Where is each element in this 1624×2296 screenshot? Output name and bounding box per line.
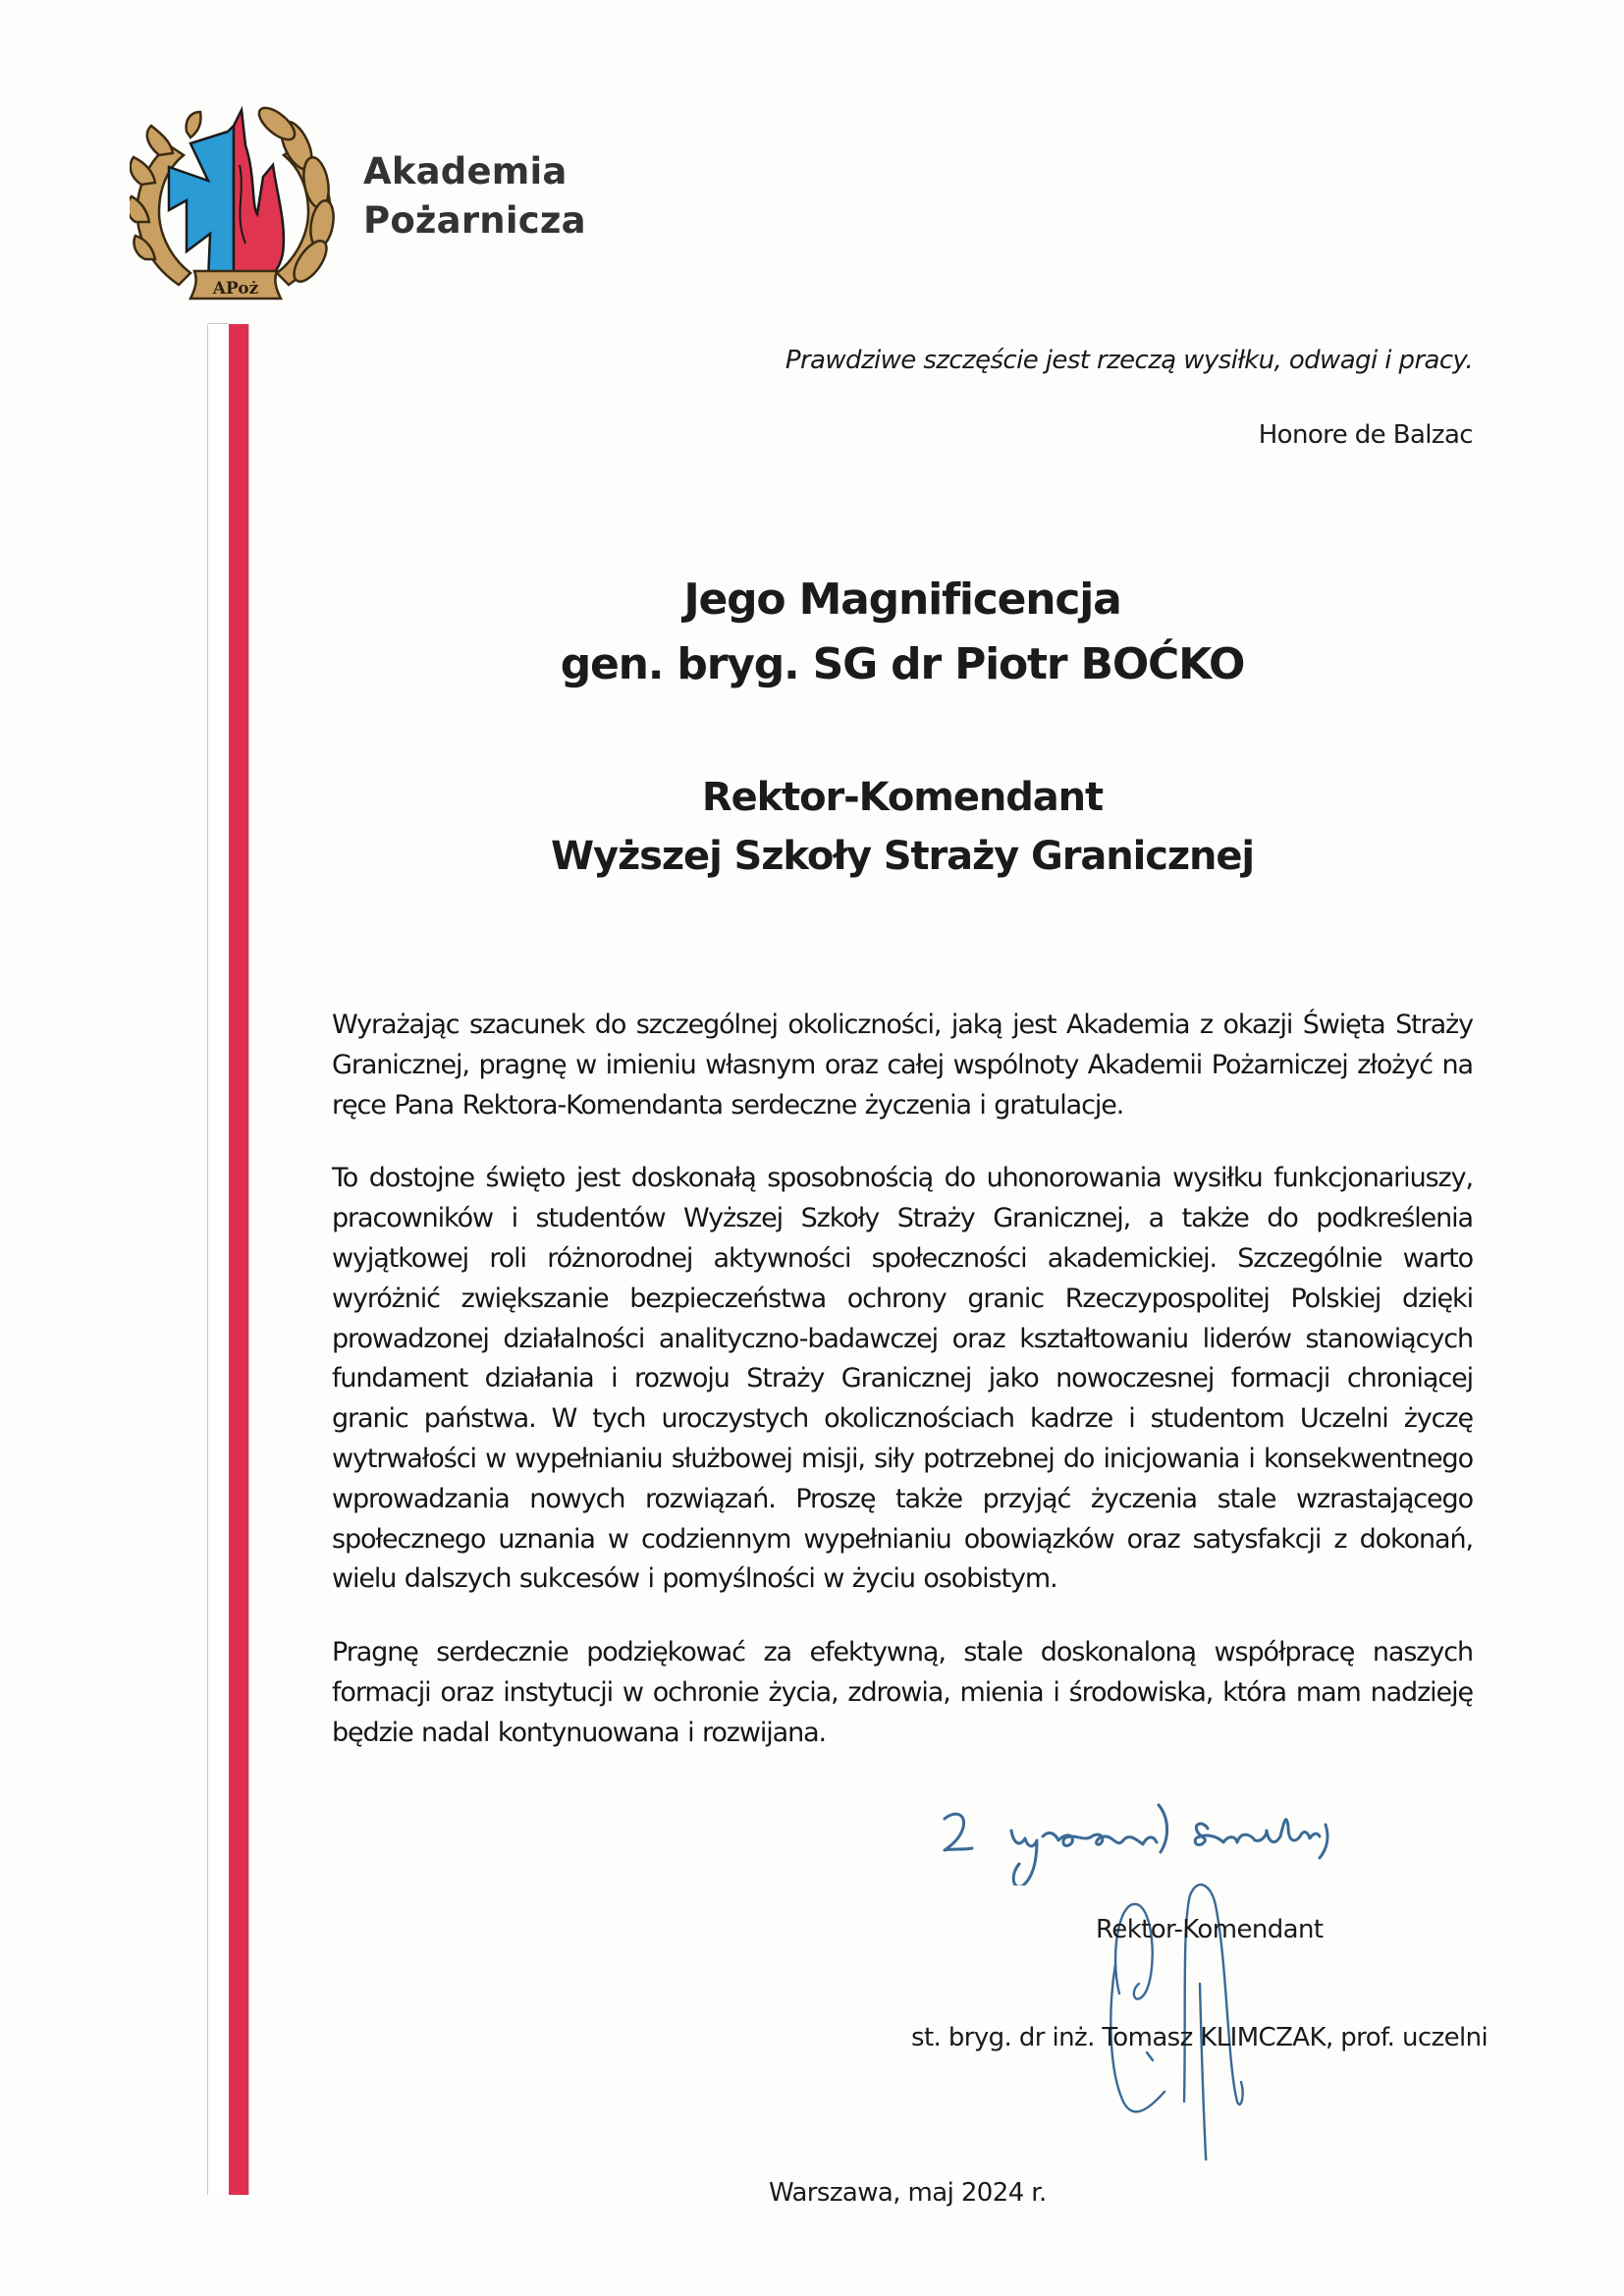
academy-name	[363, 147, 586, 246]
flag-stripe-white	[208, 324, 229, 2195]
recipient-role-block	[332, 768, 1473, 886]
signature-scribble-icon	[1080, 1866, 1276, 2160]
brand-line-1: Akademia	[363, 150, 568, 192]
flag-stripe-red	[229, 324, 248, 2195]
recipient-name: gen. bryg. SG dr Piotr BOĆKO	[560, 639, 1245, 689]
body-paragraph-2: To dostojne święto jest doskonałą sposobnością do uhonorowania wysiłku funkcjonariuszy, pracowników i studentów Wyższej Szkoły Straży Granicznej, a także do podkreślenia wyjątkowej roli różnorodnej aktywności społeczności akademickiej. Szczególnie warto wyróżnić zwiększanie bezpieczeństwa ochrony granic Rzeczypospolitej Polskiej dzięki prowadzonej działalności analityczno-badawczej oraz kształtowaniu liderów stanowiących fundament działania i rozwoju Straży Granicznej jako nowoczesnej formacji chroniącej granic państwa. W tych uroczystych okolicznościach kadrze i studentom Uczelni życzę wytrwałości w wypełnianiu służbowej misji, siły potrzebnej do inicjowania i konsekwentnego wprowadzania nowych rozwiązań. Proszę także przyjąć życzenia stale wzrastającego społecznego uznania w codziennym wypełnianiu obowiązków oraz satysfakcji z dokonań, wielu dalszych sukcesów i pomyślności w życiu osobistym.	[332, 1163, 1473, 1595]
place-and-date: Warszawa, maj 2024 r.	[769, 2178, 1047, 2208]
recipient-honorific: Jego Magnificencja	[683, 574, 1121, 625]
motto-author: Honore de Balzac	[1258, 420, 1473, 450]
motto-quote: Prawdziwe szczęście jest rzeczą wysiłku, odwagi i pracy.	[785, 346, 1473, 375]
brand-line-2: Pożarnicza	[363, 199, 586, 242]
signatory-title: Rektor-Komendant	[1096, 1915, 1324, 1944]
recipient-role-line-2: Wyższej Szkoły Straży Granicznej	[550, 834, 1255, 879]
academy-logo-icon	[130, 106, 338, 308]
body-paragraph-3: Pragnę serdecznie podziękować za efektywną, stale doskonaloną współpracę naszych formacji oraz instytucji w ochronie życia, zdrowia, mienia i środowiska, która mam nadzieję będzie nadal kontynuowana i rozwijana.	[332, 1637, 1473, 1748]
logo-badge-text: APoż	[212, 279, 259, 299]
recipient-role-line-1: Rektor-Komendant	[701, 775, 1104, 820]
recipient-block	[332, 568, 1473, 697]
flag-stripe	[208, 324, 251, 2195]
signatory-name: st. bryg. dr inż. Tomasz KLIMCZAK, prof. uczelni	[911, 2023, 1489, 2052]
letter-body	[332, 1006, 1473, 1787]
body-paragraph-1: Wyrażając szacunek do szczególnej okoliczności, jaką jest Akademia z okazji Święta Straży Granicznej, pragnę w imieniu własnym oraz całej wspólnoty Akademii Pożarniczej złożyć na ręce Pana Rektora-Komendanta serdeczne życzenia i gratulacje.	[332, 1010, 1473, 1121]
